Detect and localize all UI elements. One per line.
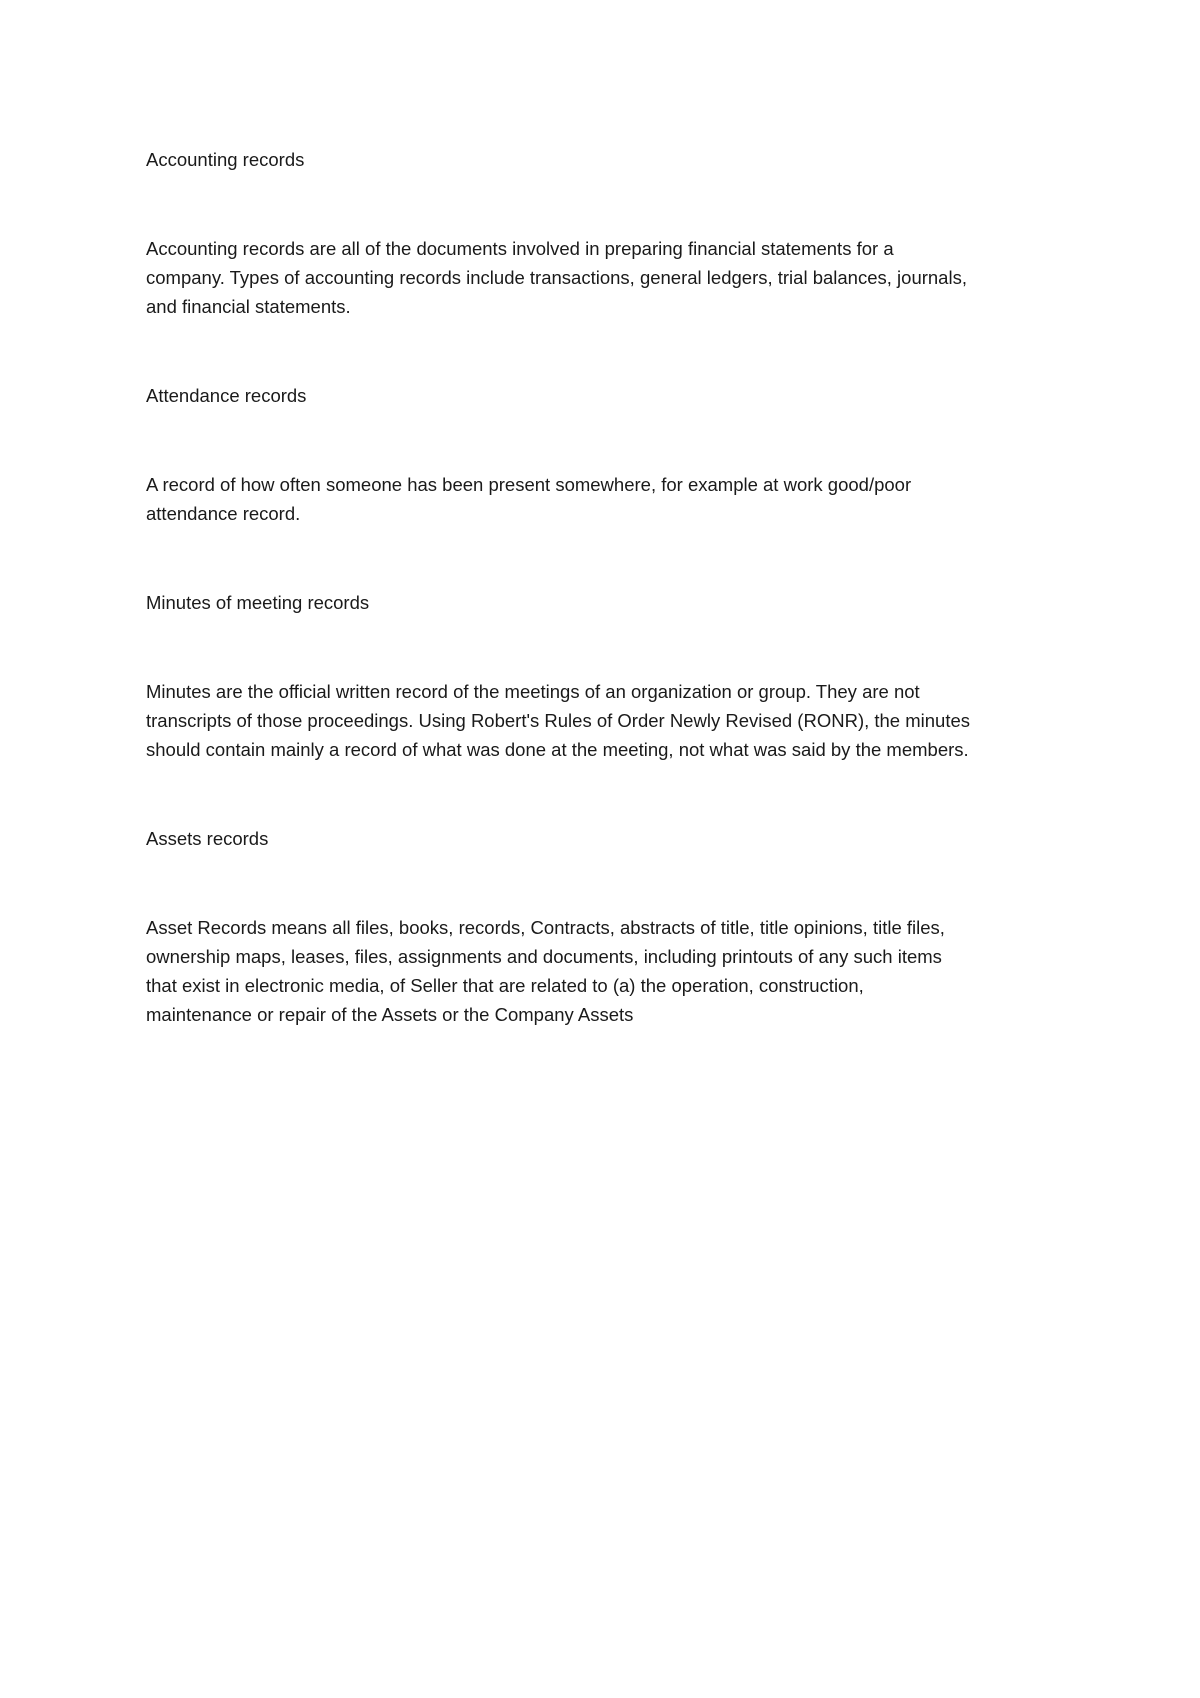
section-accounting-records bbox=[146, 145, 1086, 381]
section-body bbox=[146, 913, 1086, 1029]
section-assets-records bbox=[146, 824, 1086, 1029]
section-heading: Minutes of meeting records bbox=[146, 592, 370, 613]
body-line: transcripts of those proceedings. Using Robert's Rules of Order Newly Revised (RONR), the minutes bbox=[146, 710, 971, 731]
body-line: company. Types of accounting records include transactions, general ledgers, trial balances, journals, bbox=[146, 267, 967, 288]
body-line: ownership maps, leases, files, assignments and documents, including printouts of any such items bbox=[146, 946, 942, 967]
document-content bbox=[146, 145, 1086, 1029]
body-line: attendance record. bbox=[146, 503, 301, 524]
body-line: A record of how often someone has been present somewhere, for example at work good/poor bbox=[146, 474, 912, 495]
body-line: Accounting records are all of the documents involved in preparing financial statements for a bbox=[146, 238, 894, 259]
body-line: maintenance or repair of the Assets or the Company Assets bbox=[146, 1004, 634, 1025]
section-body bbox=[146, 677, 1086, 764]
section-heading: Assets records bbox=[146, 828, 269, 849]
body-line: should contain mainly a record of what was done at the meeting, not what was said by the members. bbox=[146, 739, 969, 760]
section-body bbox=[146, 470, 1086, 528]
section-heading: Accounting records bbox=[146, 149, 305, 170]
body-line: Minutes are the official written record of the meetings of an organization or group. They are not bbox=[146, 681, 920, 702]
section-heading: Attendance records bbox=[146, 385, 307, 406]
section-body bbox=[146, 234, 1086, 321]
body-line: and financial statements. bbox=[146, 296, 351, 317]
section-attendance-records bbox=[146, 381, 1086, 588]
section-minutes-of-meeting-records bbox=[146, 588, 1086, 824]
body-line: that exist in electronic media, of Seller that are related to (a) the operation, construction, bbox=[146, 975, 864, 996]
body-line: Asset Records means all files, books, records, Contracts, abstracts of title, title opinions, title files, bbox=[146, 917, 945, 938]
